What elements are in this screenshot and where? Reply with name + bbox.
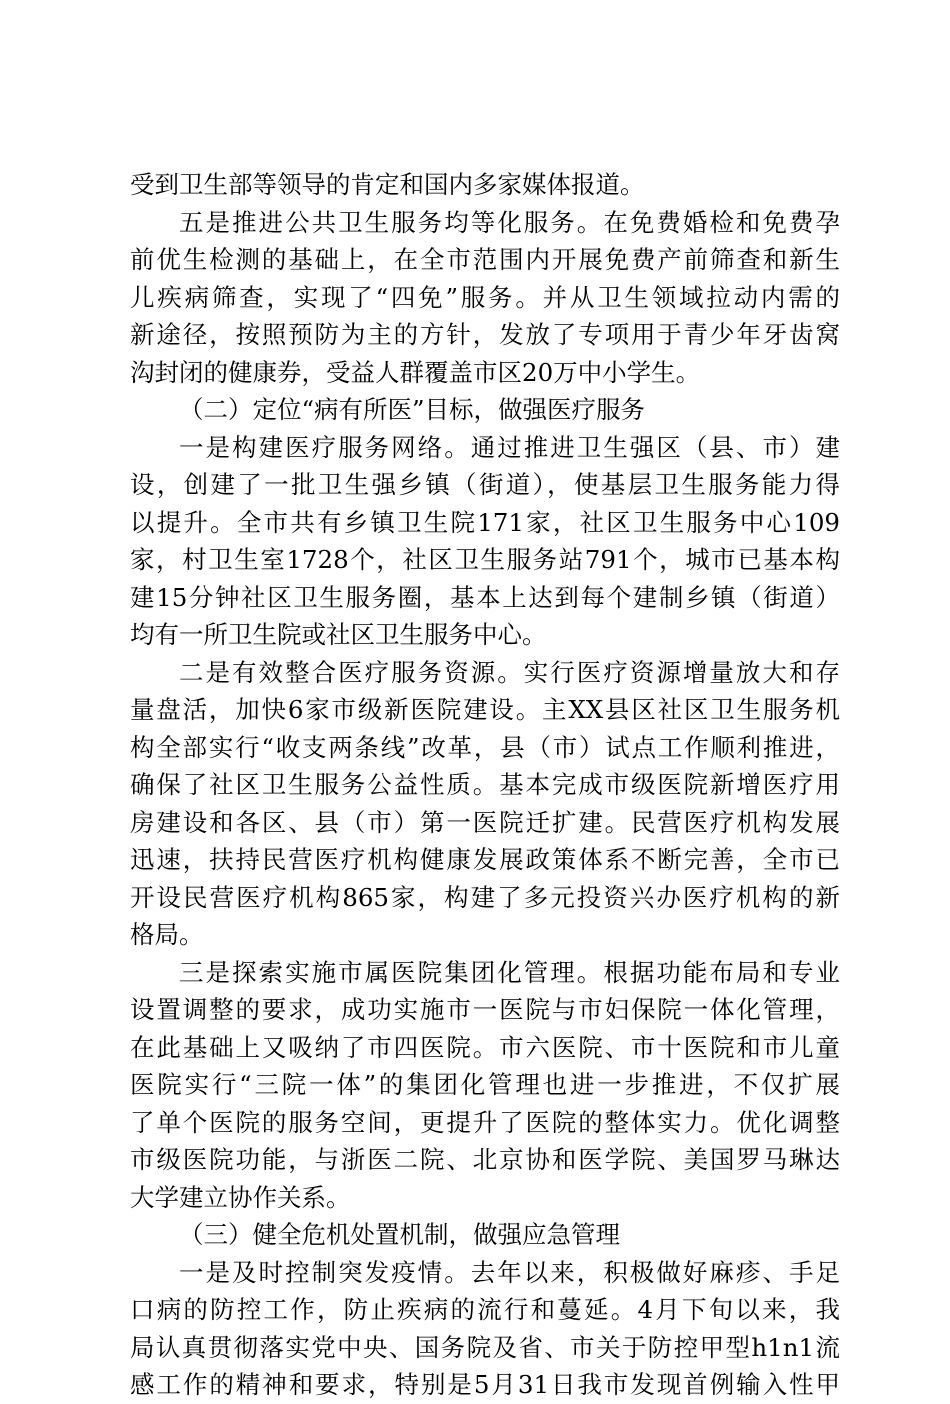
text-line: 新途径，按照预防为主的方针，发放了专项用于青少年牙齿窝 xyxy=(130,320,840,349)
text-line: 二是有效整合医疗服务资源。实行医疗资源增量放大和存 xyxy=(179,657,840,687)
text-line: 均有一所卫生院或社区卫生服务中心。 xyxy=(130,620,547,649)
text-line: 一是构建医疗服务网络。通过推进卫生强区（县、市）建 xyxy=(179,432,840,462)
text-line: 以提升。全市共有乡镇卫生院171家，社区卫生服务中心109 xyxy=(130,507,840,537)
text-line: 感工作的精神和要求，特别是5月31日我市发现首例输入性甲 xyxy=(130,1370,840,1399)
text-line: 三是探索实施市属医院集团化管理。根据功能布局和专业 xyxy=(179,957,840,987)
text-line: 迅速，扶持民营医疗机构健康发展政策体系不断完善，全市已 xyxy=(130,845,840,874)
text-line: 沟封闭的健康券，受益人群覆盖市区20万中小学生。 xyxy=(130,357,701,387)
text-line: 房建设和各区、县（市）第一医院迁扩建。民营医疗机构发展 xyxy=(130,807,840,837)
text-line: 量盘活，加快6家市级新医院建设。主XX县区社区卫生服务机 xyxy=(130,695,840,724)
text-line: 建15分钟社区卫生服务圈，基本上达到每个建制乡镇（街道） xyxy=(130,582,840,612)
text-line: 局认真贯彻落实党中央、国务院及省、市关于防控甲型h1n1流 xyxy=(130,1332,840,1362)
text-line: 一是及时控制突发疫情。去年以来，积极做好麻疹、手足 xyxy=(179,1257,840,1287)
text-line: 在此基础上又吸纳了市四医院。市六医院、市十医院和市儿童 xyxy=(130,1032,840,1062)
text-line: 医院实行“三院一体”的集团化管理也进一步推进，不仅扩展 xyxy=(130,1070,840,1099)
text-line: 五是推进公共卫生服务均等化服务。在免费婚检和免费孕 xyxy=(179,207,840,237)
text-line: 大学建立协作关系。 xyxy=(130,1182,351,1212)
text-line: 前优生检测的基础上，在全市范围内开展免费产前筛查和新生 xyxy=(130,245,840,274)
document-body xyxy=(130,166,840,1404)
text-line: 确保了社区卫生服务公益性质。基本完成市级医院新增医疗用 xyxy=(130,770,840,799)
text-line: 设置调整的要求，成功实施市一医院与市妇保院一体化管理， xyxy=(130,995,840,1024)
text-line: 开设民营医疗机构865家，构建了多元投资兴办医疗机构的新 xyxy=(130,882,840,912)
text-line: 市级医院功能，与浙医二院、北京协和医学院、美国罗马琳达 xyxy=(130,1145,840,1174)
text-line: 设，创建了一批卫生强乡镇（街道），使基层卫生服务能力得 xyxy=(130,470,840,499)
text-line: 格局。 xyxy=(130,920,204,949)
text-line: 口病的防控工作，防止疾病的流行和蔓延。4月下旬以来，我 xyxy=(130,1295,840,1324)
section-heading-line: （二）定位“病有所医”目标，做强医疗服务 xyxy=(179,395,646,424)
section-heading-line: （三）健全危机处置机制，做强应急管理 xyxy=(179,1220,620,1249)
text-line: 受到卫生部等领导的肯定和国内多家媒体报道。 xyxy=(130,170,645,199)
text-line: 了单个医院的服务空间，更提升了医院的整体实力。优化调整 xyxy=(130,1107,840,1137)
text-line: 儿疾病筛查，实现了“四免”服务。并从卫生领域拉动内需的 xyxy=(130,282,840,312)
text-line: 构全部实行“收支两条线”改革，县（市）试点工作顺利推进， xyxy=(130,732,840,762)
text-line: 家，村卫生室1728个，社区卫生服务站791个，城市已基本构 xyxy=(130,545,840,574)
